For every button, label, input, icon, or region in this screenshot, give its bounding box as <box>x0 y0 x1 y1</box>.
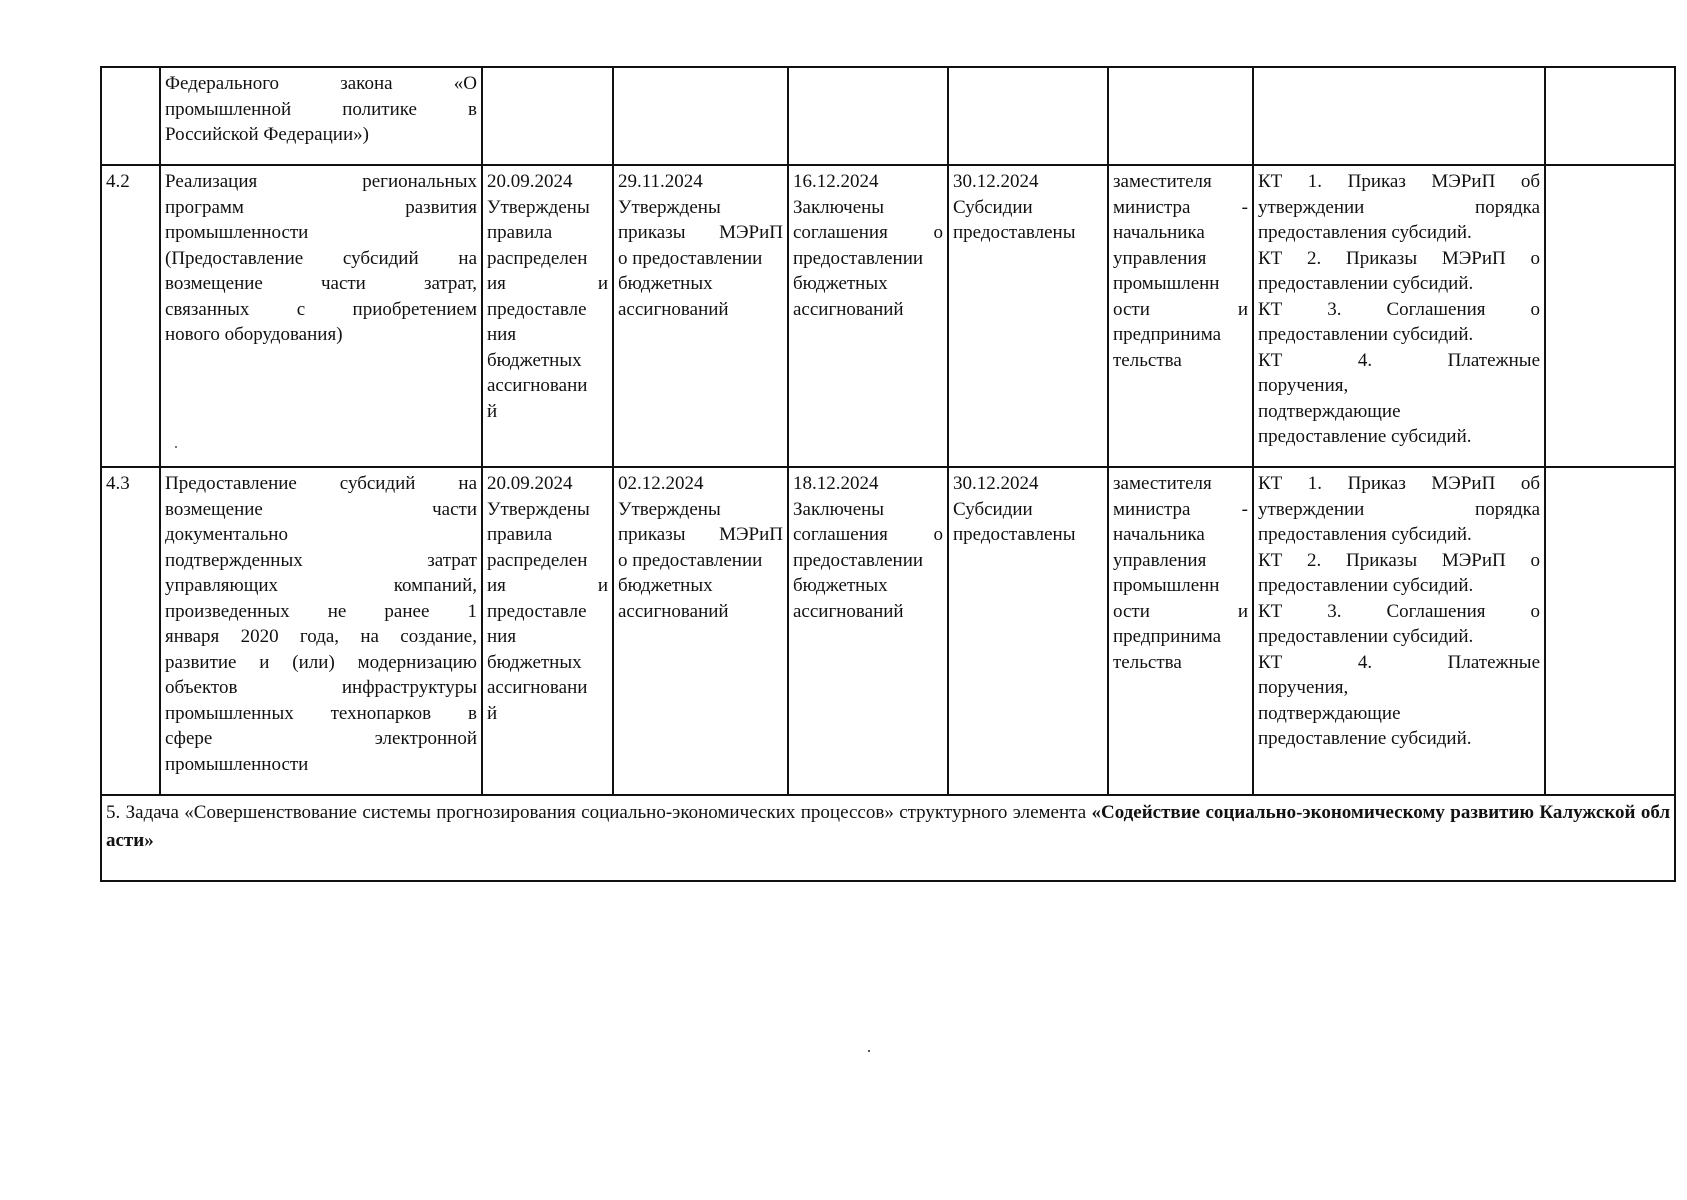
control-point-line: КТ 4. Платежные <box>1258 349 1540 371</box>
stage-line: ассигнований <box>618 600 729 622</box>
responsible-line: заместителя <box>1113 473 1212 494</box>
stage-line: ассигнований <box>793 298 904 320</box>
stage-line: Заключены <box>793 196 885 218</box>
stage-line: предоставлении <box>793 247 924 269</box>
responsible-line: ости и <box>1113 600 1248 622</box>
stage-line: Субсидии <box>953 498 1033 520</box>
measure-line: произведенных не ранее 1 <box>165 600 477 622</box>
responsible-line: начальника <box>1113 524 1205 545</box>
cell-control-points <box>1253 67 1545 165</box>
responsible-line: заместителя <box>1113 171 1212 192</box>
control-point-line: предоставления субсидий. <box>1258 222 1472 243</box>
stage-line: Утверждены <box>618 196 721 218</box>
measure-line: промышленности <box>165 222 309 243</box>
stage-line: предоставлении <box>793 549 924 571</box>
stage-line: й <box>487 400 498 422</box>
measure-line: промышленности <box>165 753 309 775</box>
stage-line: ассигнований <box>618 298 729 320</box>
stage-line: правила <box>487 524 553 545</box>
responsible-line: предпринима <box>1113 626 1222 647</box>
table-row-4-2 <box>101 165 1675 467</box>
measure-line: января 2020 года, на создание, <box>165 626 477 647</box>
stage-line: бюджетных <box>793 575 888 596</box>
cell-stage-1 <box>482 467 613 795</box>
stage-line: бюджетных <box>487 349 582 371</box>
control-point-line: предоставлении субсидий. <box>1258 626 1474 647</box>
cell-stage-3 <box>788 165 948 467</box>
responsible-line: предпринима <box>1113 324 1222 345</box>
control-point-line: КТ 1. Приказ МЭРиП об <box>1258 171 1540 192</box>
control-point-line: КТ 1. Приказ МЭРиП об <box>1258 473 1540 494</box>
stage-line: ния <box>487 626 517 647</box>
stage-line: правила <box>487 222 553 243</box>
control-point-line: КТ 4. Платежные <box>1258 651 1540 673</box>
cell-responsible <box>1108 467 1253 795</box>
cell-measure <box>160 165 482 467</box>
responsible-line: промышленн <box>1113 273 1220 294</box>
measure-line: подтвержденных затрат <box>165 549 477 571</box>
stage-date: 30.12.2024 <box>953 171 1039 192</box>
stage-date: 20.09.2024 <box>487 171 573 192</box>
control-point-line: КТ 2. Приказы МЭРиП о <box>1258 549 1540 571</box>
control-point-line: поручения, <box>1258 677 1349 698</box>
measure-line: возмещение части <box>165 498 477 520</box>
stage-line: Утверждены <box>487 196 590 218</box>
stage-line: предоставле <box>487 600 587 622</box>
cell-number: 4.3 <box>101 467 160 795</box>
control-point-line: предоставлении субсидий. <box>1258 575 1474 596</box>
cell-stage-3 <box>788 67 948 165</box>
measures-table <box>100 66 1676 882</box>
stage-line: й <box>487 702 498 724</box>
table-row-4-3 <box>101 467 1675 795</box>
responsible-line: начальника <box>1113 222 1205 243</box>
stage-line: бюджетных <box>618 575 713 596</box>
control-point-line: подтверждающие <box>1258 702 1401 724</box>
stage-line: ния <box>487 324 517 345</box>
stage-line: Утверждены <box>487 498 590 520</box>
control-point-line: предоставлении субсидий. <box>1258 273 1474 294</box>
responsible-line: промышленн <box>1113 575 1220 596</box>
cell-stage-2 <box>613 165 788 467</box>
measure-line: управляющих компаний, <box>165 575 477 596</box>
measure-line: объектов инфраструктуры <box>165 677 477 698</box>
cell-stage-3 <box>788 467 948 795</box>
stage-date: 16.12.2024 <box>793 171 879 192</box>
cell-stage-1 <box>482 67 613 165</box>
cell-extra <box>1545 165 1675 467</box>
cell-stage-4 <box>948 467 1108 795</box>
stage-line: ия и <box>487 575 608 596</box>
stage-line: распределен <box>487 549 588 571</box>
stage-line: о предоставлении <box>618 549 763 571</box>
cell-measure <box>160 67 482 165</box>
cell-stage-2 <box>613 67 788 165</box>
cell-responsible <box>1108 165 1253 467</box>
measure-line: связанных с приобретением <box>165 298 477 320</box>
measure-line: Российской Федерации») <box>165 124 369 145</box>
stage-line: ассигновани <box>487 677 588 698</box>
cell-number: 4.2 <box>101 165 160 467</box>
stage-line: приказы МЭРиП <box>618 524 783 545</box>
stage-line: Утверждены <box>618 498 721 520</box>
cell-task-heading <box>101 795 1675 881</box>
measure-line: развитие и (или) модернизацию <box>165 651 477 673</box>
responsible-line: министра - <box>1113 196 1248 218</box>
responsible-line: управления <box>1113 247 1207 269</box>
responsible-line: ости и <box>1113 298 1248 320</box>
measure-line: нового оборудования) <box>165 324 343 345</box>
responsible-line: управления <box>1113 549 1207 571</box>
stage-date: 30.12.2024 <box>953 473 1039 494</box>
cell-extra <box>1545 467 1675 795</box>
table-row-task-5 <box>101 795 1675 881</box>
control-point-line: утверждении порядка <box>1258 498 1540 520</box>
measure-line: промышленных технопарков в <box>165 702 477 724</box>
stage-line: приказы МЭРиП <box>618 222 783 243</box>
task-text: 5. Задача «Совершенствование системы прогнозирования социально-экономических процессов» структурного элемента <box>106 802 1092 823</box>
responsible-line: министра - <box>1113 498 1248 520</box>
control-point-line: поручения, <box>1258 375 1349 396</box>
control-point-line: предоставления субсидий. <box>1258 524 1472 545</box>
stage-line: предоставлены <box>953 524 1076 545</box>
cell-number <box>101 67 160 165</box>
stage-line: Заключены <box>793 498 885 520</box>
control-point-line: КТ 3. Соглашения о <box>1258 600 1540 622</box>
cell-stage-4 <box>948 165 1108 467</box>
measure-line: документально <box>165 524 288 545</box>
task-structural-element: «Содействие социально-экономическому развитию Калужской области» <box>106 802 1671 851</box>
cell-stage-2 <box>613 467 788 795</box>
stage-line: предоставле <box>487 298 587 320</box>
stage-line: бюджетных <box>793 273 888 294</box>
measure-line: Федерального закона «О <box>165 73 477 94</box>
measure-line: Предоставление субсидий на <box>165 473 477 494</box>
control-point-line: утверждении порядка <box>1258 196 1540 218</box>
cell-responsible <box>1108 67 1253 165</box>
stage-date: 18.12.2024 <box>793 473 879 494</box>
responsible-line: тельства <box>1113 349 1182 371</box>
cell-extra <box>1545 67 1675 165</box>
cell-stage-4 <box>948 67 1108 165</box>
stage-date: 29.11.2024 <box>618 171 703 192</box>
stage-line: бюджетных <box>487 651 582 673</box>
control-point-line: предоставлении субсидий. <box>1258 324 1474 345</box>
scan-speck <box>868 1050 870 1052</box>
stage-line: о предоставлении <box>618 247 763 269</box>
scan-speck <box>175 446 177 448</box>
stage-line: бюджетных <box>618 273 713 294</box>
cell-control-points <box>1253 467 1545 795</box>
stage-line: ия и <box>487 273 608 294</box>
stage-date: 20.09.2024 <box>487 473 573 494</box>
responsible-line: тельства <box>1113 651 1182 673</box>
control-point-line: КТ 3. Соглашения о <box>1258 298 1540 320</box>
control-point-line: предоставление субсидий. <box>1258 728 1472 749</box>
stage-date: 02.12.2024 <box>618 473 704 494</box>
stage-line: соглашения о <box>793 222 943 243</box>
control-point-line: предоставление субсидий. <box>1258 426 1472 447</box>
stage-line: ассигнований <box>793 600 904 622</box>
measure-line: промышленной политике в <box>165 98 477 120</box>
table-row-continuation <box>101 67 1675 165</box>
stage-line: ассигновани <box>487 375 588 396</box>
stage-line: соглашения о <box>793 524 943 545</box>
cell-measure <box>160 467 482 795</box>
control-point-line: подтверждающие <box>1258 400 1401 422</box>
measure-line: сфере электронной <box>165 728 477 749</box>
measure-line: (Предоставление субсидий на <box>165 247 477 269</box>
measure-line: Реализация региональных <box>165 171 477 192</box>
control-point-line: КТ 2. Приказы МЭРиП о <box>1258 247 1540 269</box>
measure-line: программ развития <box>165 196 477 218</box>
cell-control-points <box>1253 165 1545 467</box>
stage-line: распределен <box>487 247 588 269</box>
stage-line: Субсидии <box>953 196 1033 218</box>
stage-line: предоставлены <box>953 222 1076 243</box>
cell-stage-1 <box>482 165 613 467</box>
measure-line: возмещение части затрат, <box>165 273 477 294</box>
